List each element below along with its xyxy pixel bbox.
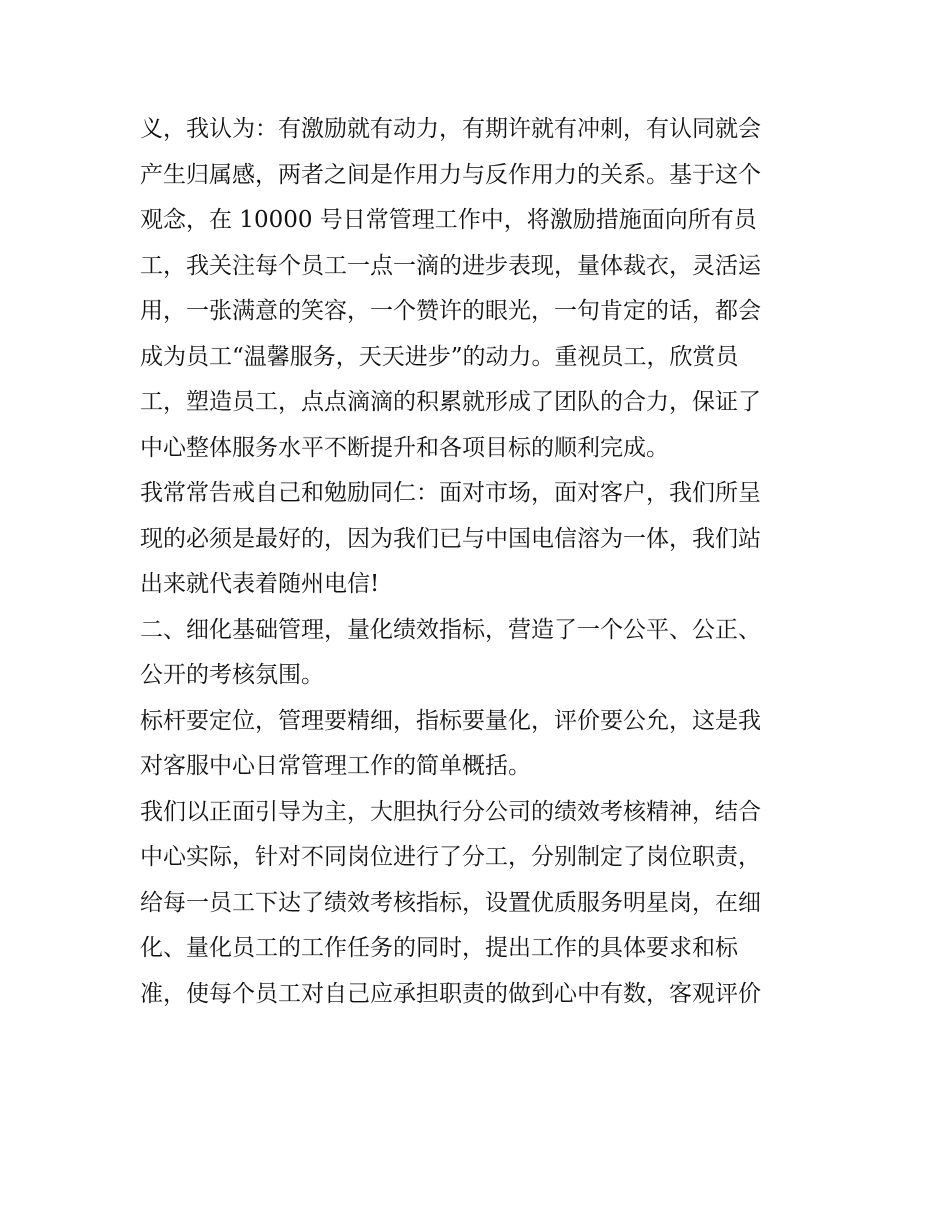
text-line-7: 工，塑造员工，点点滴滴的积累就形成了团队的合力，保证了: [140, 389, 761, 415]
text-line-15: 对客服中心日常管理工作的简单概括。: [140, 753, 531, 779]
text-line-20: 准，使每个员工对自己应承担职责的做到心中有数，客观评价: [140, 980, 761, 1007]
text-line-5: 用，一张满意的笑容，一个赞许的眼光，一句肯定的话，都会: [140, 298, 761, 324]
text-line-9: 我常常告戒自己和勉励同仁：面对市场，面对客户，我们所呈: [140, 480, 761, 506]
text-line-13: 公开的考核氛围。: [140, 662, 324, 688]
text-line-14: 标杆要定位，管理要精细，指标要量化，评价要公允，这是我: [140, 707, 761, 734]
text-line-10: 现的必须是最好的，因为我们已与中国电信溶为一体，我们站: [140, 525, 761, 552]
text-line-18: 给每一员工下达了绩效考核指标，设置优质服务明星岗，在细: [140, 889, 761, 916]
text-line-19: 化、量化员工的工作任务的同时，提出工作的具体要求和标: [140, 935, 738, 961]
text-line-16: 我们以正面引导为主，大胆执行分公司的绩效考核精神，结合: [140, 798, 761, 825]
text-line-17: 中心实际，针对不同岗位进行了分工，分别制定了岗位职责，: [140, 844, 761, 870]
text-line-2: 产生归属感，两者之间是作用力与反作用力的关系。基于这个: [140, 161, 761, 188]
text-line-12: 二、细化基础管理，量化绩效指标，营造了一个公平、公正、: [140, 616, 761, 643]
text-line-1: 义，我认为：有激励就有动力，有期许就有冲刺，有认同就会: [140, 116, 761, 142]
text-line-11: 出来就代表着随州电信!: [140, 571, 380, 597]
text-line-6: 成为员工“温馨服务，天天进步”的动力。重视员工，欣赏员: [140, 343, 739, 370]
text-line-8: 中心整体服务水平不断提升和各项目标的顺利完成。: [140, 434, 669, 461]
text-line-4: 工，我关注每个员工一点一滴的进步表现，量体裁衣，灵活运: [140, 252, 761, 279]
text-line-3: 观念，在 10000 号日常管理工作中，将激励措施面向所有员: [140, 207, 757, 233]
document-body: [140, 107, 820, 1017]
